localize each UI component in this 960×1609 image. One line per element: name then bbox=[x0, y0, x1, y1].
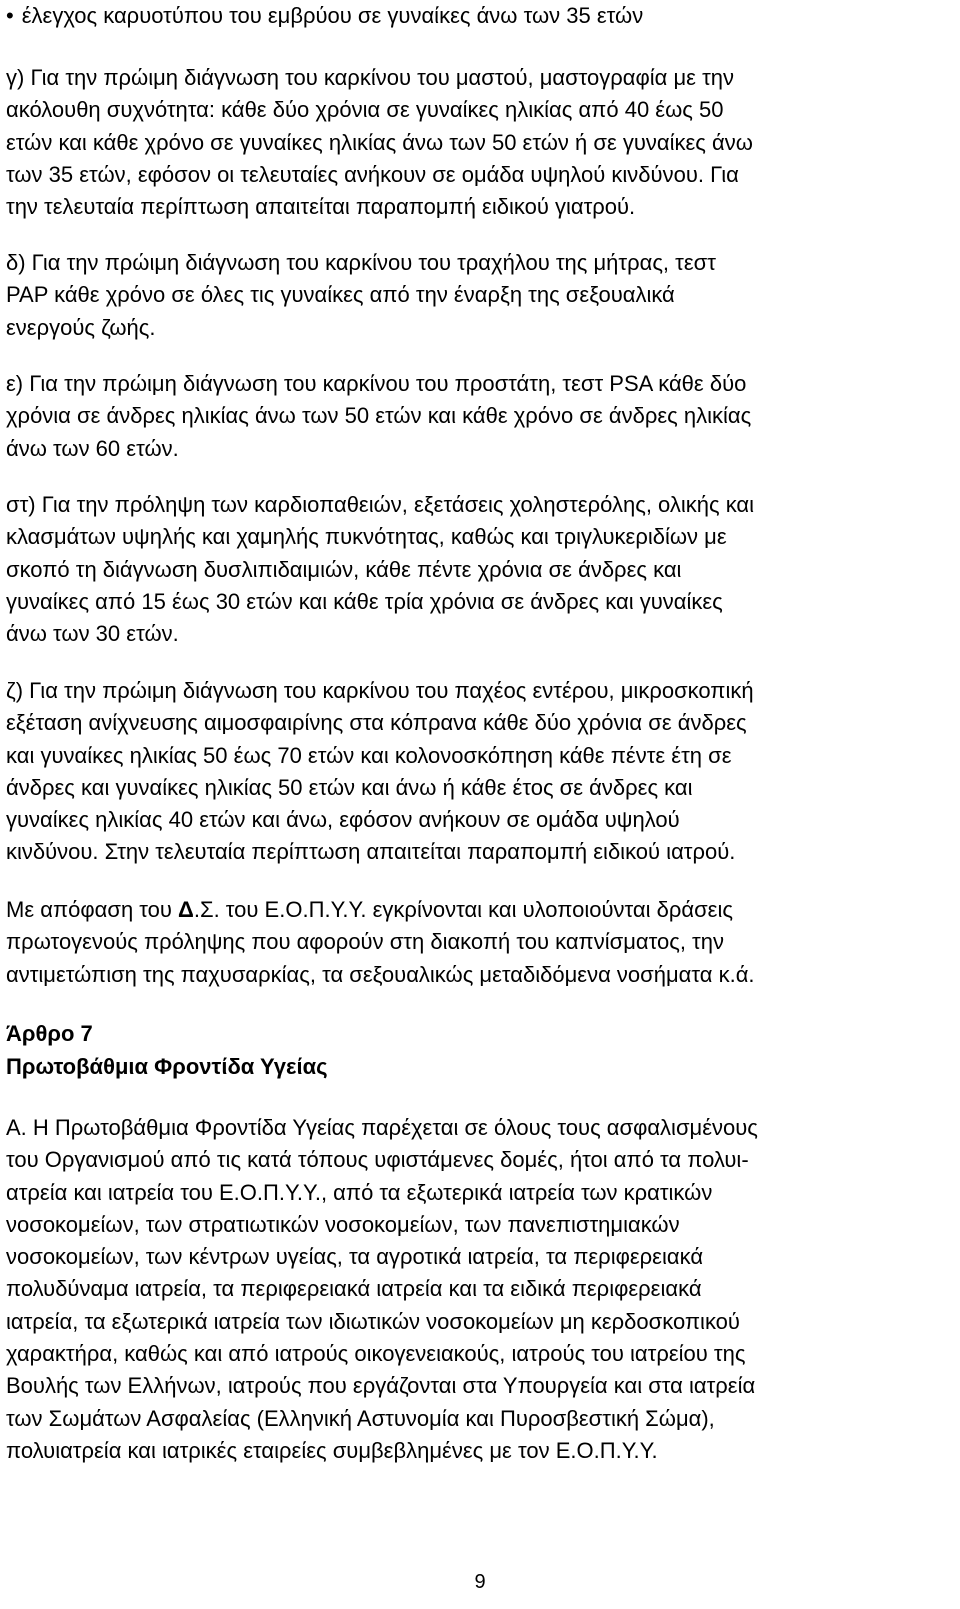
decision-bold-abbr: Δ bbox=[178, 897, 194, 922]
article-title: Πρωτοβάθμια Φροντίδα Υγείας bbox=[6, 1054, 328, 1079]
paragraph-d-cervical-cancer: δ) Για την πρώιμη διάγνωση του καρκίνου του τραχήλου της μήτρας, τεστ PAP κάθε χρόνο σε όλες τις γυναίκες από την έναρξη της σεξουαλικά ενεργούς ζωής. bbox=[6, 250, 716, 340]
paragraph-g-breast-cancer: γ) Για την πρώιμη διάγνωση του καρκίνου του μαστού, μαστογραφία με την ακόλουθη συχνότητα: κάθε δύο χρόνια σε γυναίκες ηλικίας από 40 έως 50 ετών και κάθε χρόνο σε γυναίκες ηλικίας άνω των 50 ετών ή σε γυναίκες άνω των 35 ετών, εφόσον οι τελευταίες ανήκουν σε ομάδα υψηλού κινδύνου. Για την τελευταία περίπτωση απαιτείται παραπομπή ειδικού γιατρού. bbox=[6, 65, 753, 220]
paragraph-decision bbox=[6, 894, 755, 991]
article-number: Άρθρο 7 bbox=[6, 1021, 93, 1046]
article-heading bbox=[6, 1017, 328, 1083]
page-number: 9 bbox=[474, 1571, 486, 1593]
decision-prefix: Με απόφαση του bbox=[6, 897, 179, 922]
bullet-icon: • bbox=[6, 3, 14, 28]
paragraph-e-prostate-cancer: ε) Για την πρώιμη διάγνωση του καρκίνου του προστάτη, τεστ PSA κάθε δύο χρόνια σε άνδρες ηλικίας άνω των 50 ετών και κάθε χρόνο σε άνδρες ηλικίας άνω των 60 ετών. bbox=[6, 371, 752, 461]
bullet-item-text: έλεγχος καρυοτύπου του εμβρύου σε γυναίκες άνω των 35 ετών bbox=[21, 3, 644, 28]
paragraph-st-heart-disease: στ) Για την πρόληψη των καρδιοπαθειών, εξετάσεις χοληστερόλης, ολικής και κλασμάτων υψηλής και χαμηλής πυκνότητας, καθώς και τριγλυκεριδίων με σκοπό τη διάγνωση δυσλιπιδαιμιών, κάθε πέντε χρόνια σε άνδρες και γυναίκες από 15 έως 30 ετών και κάθε τρία χρόνια σε άνδρες και γυναίκες άνω των 30 ετών. bbox=[6, 492, 755, 647]
decision-rest: .Σ. του Ε.Ο.Π.Υ.Υ. εγκρίνονται και υλοποιούνται δράσεις πρωτογενούς πρόληψης που αφορούν στη διακοπή του καπνίσματος, την αντιμετώπιση της παχυσαρκίας, τα σεξουαλικώς μεταδιδόμενα νοσήματα κ.ά. bbox=[6, 897, 755, 987]
document-page bbox=[6, 0, 946, 1609]
paragraph-a-primary-care: Α. Η Πρωτοβάθμια Φροντίδα Υγείας παρέχεται σε όλους τους ασφαλισμένους του Οργανισμού από τις κατά τόπους υφιστάμενες δομές, ήτοι από τα πολυι- ατρεία και ιατρεία του Ε.Ο.Π.Υ.Υ., από τα εξωτερικά ιατρεία των κρατικών νοσοκομείων, των στρατιωτικών νοσοκομείων, των πανεπιστημιακών νοσοκομείων, των κέντρων υγείας, τα αγροτικά ιατρεία, τα περιφερειακά πολυδύναμα ιατρεία, τα περιφερειακά ιατρεία και τα ειδικά περιφερειακά ιατρεία, τα εξωτερικά ιατρεία των ιδιωτικών νοσοκομείων μη κερδοσκοπικού χαρακτήρα, καθώς και από ιατρούς οικογενειακούς, ιατρούς του ιατρείου της Βουλής των Ελλήνων, ιατρούς που εργάζονται στα Υπουργεία και στα ιατρεία των Σωμάτων Ασφαλείας (Ελληνική Αστυνομία και Πυροσβεστική Σώμα), πολυιατρεία και ιατρικές εταιρείες συμβεβλημένες με τον Ε.Ο.Π.Υ.Υ. bbox=[6, 1115, 758, 1463]
bullet-item bbox=[6, 0, 643, 32]
paragraph-z-colon-cancer: ζ) Για την πρώιμη διάγνωση του καρκίνου του παχέος εντέρου, μικροσκοπική εξέταση ανίχνευσης αιμοσφαιρίνης στα κόπρανα κάθε δύο χρόνια σε άνδρες και γυναίκες ηλικίας 50 έως 70 ετών και κολονοσκόπηση κάθε πέντε έτη σε άνδρες και γυναίκες ηλικίας 50 ετών και άνω ή κάθε έτος σε άνδρες και γυναίκες ηλικίας 40 ετών και άνω, εφόσον ανήκουν σε ομάδα υψηλού κινδύνου. Στην τελευταία περίπτωση απαιτείται παραπομπή ειδικού ιατρού. bbox=[6, 678, 754, 865]
